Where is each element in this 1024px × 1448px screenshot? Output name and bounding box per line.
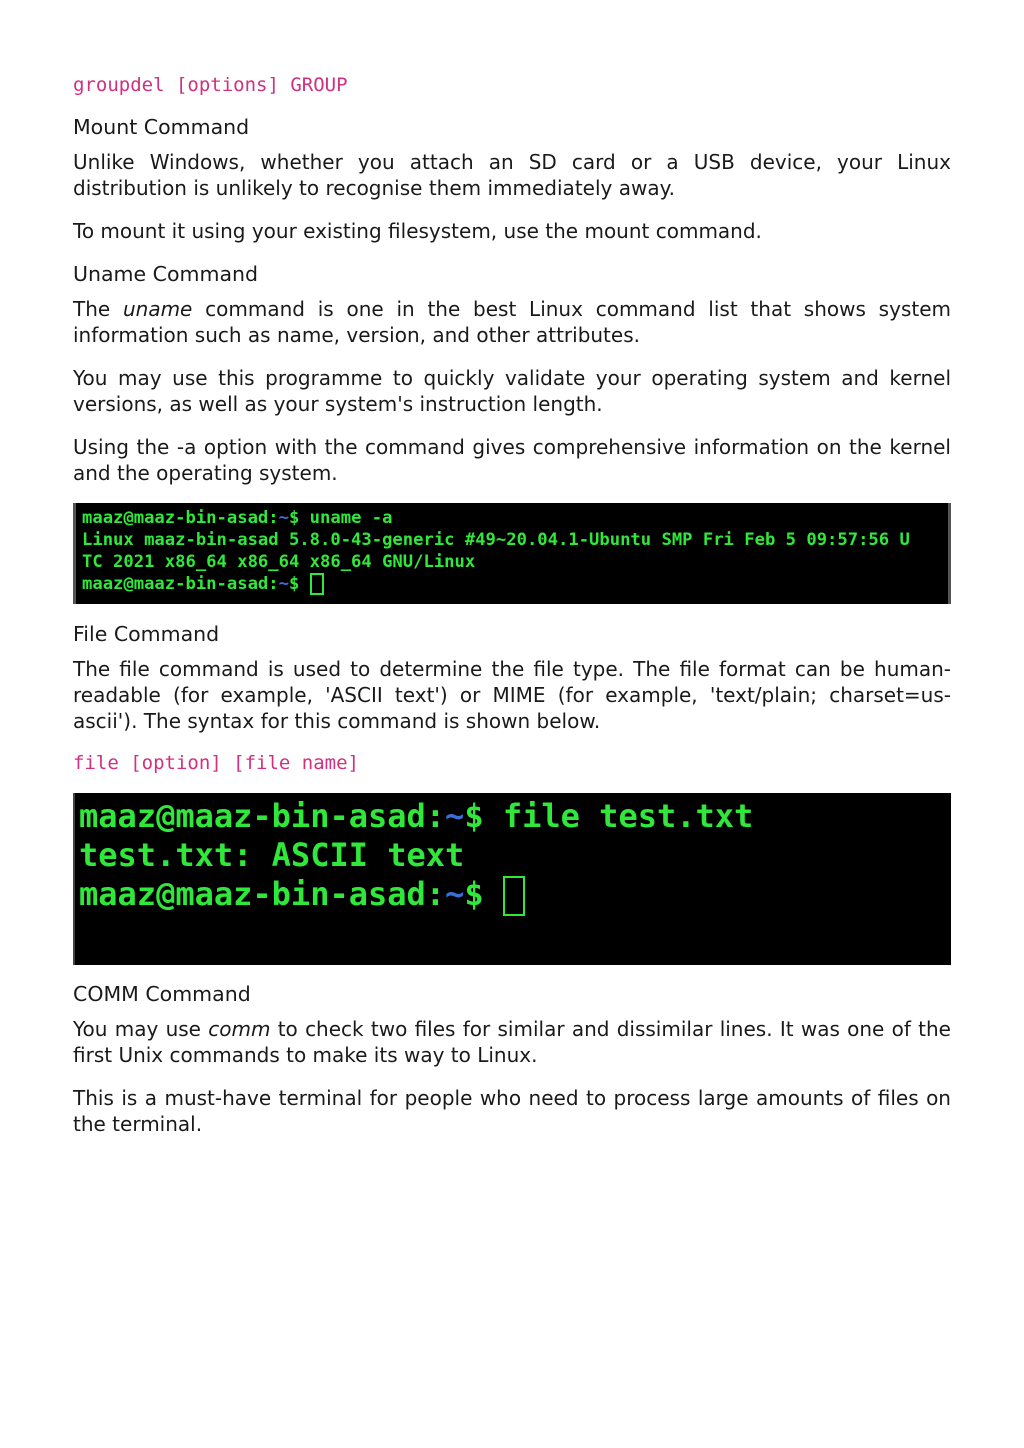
comm-paragraph-1-prefix: You may use <box>73 1017 209 1041</box>
terminal-output-line: Linux maaz-bin-asad 5.8.0-43-generic #49~20.04.1-Ubuntu SMP Fri Feb 5 09:57:56 U <box>82 530 910 550</box>
uname-heading: Uname Command <box>73 262 259 286</box>
file-paragraph-1: The file command is used to determine the file type. The file format can be human-readable (for example, 'ASCII text') or MIME (for example, 'text/plain; charset=us-ascii'). The syntax for this command is shown below. <box>73 657 951 733</box>
comm-paragraph-1-suffix: to check two files for similar and dissimilar lines. It was one of the first Unix commands to make its way to Linux. <box>73 1017 951 1067</box>
uname-paragraph-3: Using the -a option with the command gives comprehensive information on the kernel and the operating system. <box>73 435 951 485</box>
uname-command-name: uname <box>122 297 193 321</box>
terminal-tilde: ~ <box>278 508 289 528</box>
terminal-prompt: maaz@maaz-bin-asad: <box>79 875 446 913</box>
terminal-tilde: ~ <box>445 797 465 835</box>
terminal-cursor <box>503 876 525 916</box>
terminal-dollar: $ <box>464 797 503 835</box>
terminal-dollar: $ <box>288 574 310 594</box>
terminal-tilde: ~ <box>445 875 465 913</box>
comm-heading: COMM Command <box>73 982 251 1006</box>
uname-terminal-screenshot <box>73 503 951 604</box>
uname-paragraph-1 <box>73 296 951 348</box>
terminal-prompt: maaz@maaz-bin-asad: <box>82 508 279 528</box>
comm-paragraph-1 <box>73 1016 951 1068</box>
mount-paragraph-2: To mount it using your existing filesystem, use the mount command. <box>73 219 762 243</box>
terminal-dollar: $ <box>288 508 310 528</box>
file-heading: File Command <box>73 622 220 646</box>
terminal-cursor <box>310 573 324 595</box>
uname-paragraph-1-suffix: command is one in the best Linux command list that shows system information such as name, version, and other attributes. <box>73 297 951 347</box>
terminal-output-line: TC 2021 x86_64 x86_64 x86_64 GNU/Linux <box>82 552 476 572</box>
file-syntax: file [option] [file name] <box>73 752 359 774</box>
groupdel-syntax: groupdel [options] GROUP <box>73 74 348 96</box>
mount-heading: Mount Command <box>73 115 250 139</box>
terminal-command: uname -a <box>309 508 393 528</box>
uname-paragraph-1-prefix: The <box>73 297 123 321</box>
comm-command-name: comm <box>208 1017 271 1041</box>
uname-paragraph-2: You may use this programme to quickly validate your operating system and kernel versions, as well as your system's instruction length. <box>73 366 951 416</box>
mount-paragraph-1: Unlike Windows, whether you attach an SD card or a USB device, your Linux distribution is unlikely to recognise them immediately away. <box>73 150 951 200</box>
comm-paragraph-2: This is a must-have terminal for people who need to process large amounts of files on the terminal. <box>73 1086 951 1136</box>
document-page <box>73 72 951 1137</box>
terminal-prompt: maaz@maaz-bin-asad: <box>79 797 446 835</box>
terminal-prompt: maaz@maaz-bin-asad: <box>82 574 279 594</box>
file-terminal-screenshot <box>73 793 951 965</box>
terminal-command: file test.txt <box>502 797 754 835</box>
terminal-output-line: test.txt: ASCII text <box>79 836 465 874</box>
terminal-tilde: ~ <box>278 574 289 594</box>
terminal-dollar: $ <box>464 875 503 913</box>
